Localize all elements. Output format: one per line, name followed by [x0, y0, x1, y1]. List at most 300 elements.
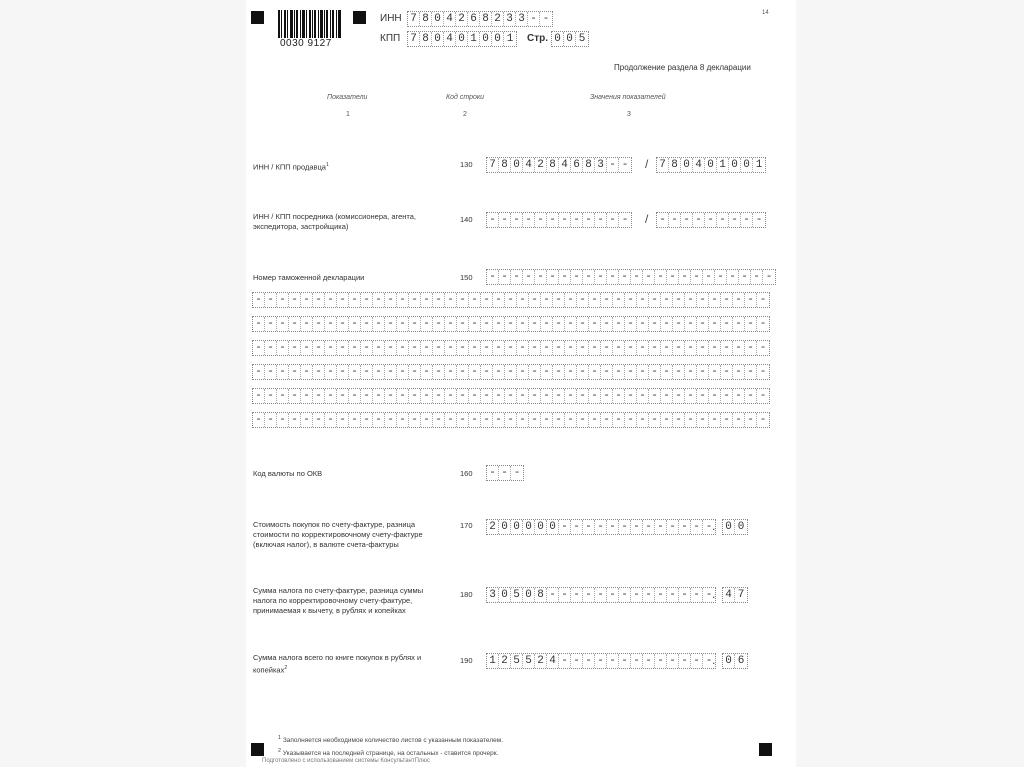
digit-cell: - [397, 341, 409, 355]
row-180-decimal-point: . [712, 587, 716, 601]
column-number-1: 1 [346, 111, 350, 118]
digit-cell: 0 [432, 12, 444, 26]
digit-cell: - [361, 413, 373, 427]
digit-cell: - [277, 389, 289, 403]
digit-cell: - [265, 413, 277, 427]
digit-cell: - [607, 654, 619, 668]
digit-cell: 0 [523, 520, 535, 534]
digit-cell: - [505, 389, 517, 403]
digit-cell: - [481, 413, 493, 427]
digit-cell: - [697, 341, 709, 355]
digit-cell: 2 [456, 12, 468, 26]
corner-marker-bottom-left [251, 743, 264, 756]
digit-cell: - [733, 389, 745, 403]
digit-cell: 0 [511, 520, 523, 534]
customs-line-1 [252, 292, 770, 308]
row-140-inn-cells [486, 212, 632, 228]
digit-cell: - [541, 317, 553, 331]
digit-cell: - [421, 341, 433, 355]
digit-cell: - [349, 341, 361, 355]
digit-cell: - [589, 365, 601, 379]
digit-cell: - [705, 589, 713, 601]
digit-cell: - [265, 317, 277, 331]
digit-cell: - [661, 365, 673, 379]
digit-cell: - [313, 413, 325, 427]
digit-cell: 5 [523, 654, 535, 668]
digit-cell: - [607, 270, 619, 284]
digit-cell: - [505, 341, 517, 355]
row-140-slash: / [645, 212, 649, 226]
digit-cell: - [595, 520, 607, 534]
corner-marker-bottom-right [759, 743, 772, 756]
digit-cell: - [361, 389, 373, 403]
customs-line-0 [486, 269, 776, 285]
digit-cell: - [385, 341, 397, 355]
page-number-cells [551, 31, 589, 47]
digit-cell: - [691, 520, 703, 534]
digit-cell: - [253, 293, 265, 307]
digit-cell: 0 [723, 654, 735, 668]
digit-cell: - [513, 467, 521, 479]
digit-cell: - [759, 342, 767, 354]
row-190-integer-cells [486, 653, 716, 669]
digit-cell: - [685, 293, 697, 307]
digit-cell: - [277, 365, 289, 379]
digit-cell: 2 [535, 158, 547, 172]
digit-cell: - [673, 365, 685, 379]
digit-cell: 0 [737, 521, 745, 533]
digit-cell: - [565, 317, 577, 331]
digit-cell: - [505, 317, 517, 331]
row-130-label: ИНН / КПП продавца$^1$ [253, 162, 329, 172]
digit-cell: - [505, 293, 517, 307]
digit-cell: - [607, 158, 619, 172]
header-kpp-cells [407, 31, 517, 47]
row-130-inn-cells [486, 157, 632, 173]
digit-cell: 0 [723, 520, 735, 534]
digit-cell: - [373, 341, 385, 355]
digit-cell: - [553, 389, 565, 403]
digit-cell: - [301, 389, 313, 403]
digit-cell: 0 [432, 32, 444, 46]
row-160-code: 160 [460, 469, 473, 478]
digit-cell: - [759, 366, 767, 378]
digit-cell: - [457, 341, 469, 355]
row-130-slash: / [645, 157, 649, 171]
digit-cell: - [277, 341, 289, 355]
digit-cell: 8 [547, 158, 559, 172]
digit-cell: - [337, 413, 349, 427]
digit-cell: - [649, 341, 661, 355]
digit-cell: - [733, 293, 745, 307]
digit-cell: 2 [492, 12, 504, 26]
digit-cell: - [625, 389, 637, 403]
digit-cell: - [517, 413, 529, 427]
digit-cell: - [547, 213, 559, 227]
digit-cell: - [595, 588, 607, 602]
footnote-1: $^1$ Заполняется необходимое количество листов с указанным показателем. [278, 735, 503, 745]
digit-cell: 7 [408, 32, 420, 46]
row-190-code: 190 [460, 656, 473, 665]
digit-cell: - [709, 293, 721, 307]
digit-cell: - [613, 293, 625, 307]
digit-cell: - [325, 389, 337, 403]
digit-cell: - [679, 270, 691, 284]
digit-cell: - [691, 270, 703, 284]
header-inn-cells [407, 11, 553, 27]
digit-cell: - [559, 654, 571, 668]
barcode-digits: 0030 9127 [280, 38, 332, 49]
digit-cell: - [625, 365, 637, 379]
digit-cell: - [253, 389, 265, 403]
digit-cell: - [721, 293, 733, 307]
digit-cell: - [613, 413, 625, 427]
digit-cell: - [289, 293, 301, 307]
digit-cell: - [301, 413, 313, 427]
digit-cell: - [481, 365, 493, 379]
customs-line-3 [252, 340, 770, 356]
row-170-decimal-cells [722, 519, 748, 535]
digit-cell: - [601, 293, 613, 307]
digit-cell: - [373, 365, 385, 379]
digit-cell: - [457, 293, 469, 307]
row-190-decimal-point: . [712, 653, 716, 667]
right-margin [796, 0, 1024, 767]
digit-cell: - [577, 317, 589, 331]
digit-cell: - [729, 213, 741, 227]
row-180-integer-cells [486, 587, 716, 603]
digit-cell: 8 [583, 158, 595, 172]
digit-cell: 1 [717, 158, 729, 172]
digit-cell: - [445, 413, 457, 427]
digit-cell: 8 [480, 12, 492, 26]
digit-cell: 0 [480, 32, 492, 46]
digit-cell: 7 [408, 12, 420, 26]
digit-cell: - [577, 293, 589, 307]
digit-cell: - [481, 293, 493, 307]
row-180-decimal-cells [722, 587, 748, 603]
digit-cell: 2 [535, 654, 547, 668]
digit-cell: - [511, 213, 523, 227]
digit-cell: - [673, 293, 685, 307]
digit-cell: - [337, 293, 349, 307]
digit-cell: - [337, 365, 349, 379]
left-margin [0, 0, 246, 767]
digit-cell: 6 [571, 158, 583, 172]
digit-cell: - [553, 341, 565, 355]
digit-cell: - [511, 270, 523, 284]
digit-cell: - [673, 317, 685, 331]
digit-cell: - [421, 413, 433, 427]
digit-cell: - [481, 341, 493, 355]
digit-cell: - [643, 520, 655, 534]
digit-cell: - [697, 317, 709, 331]
digit-cell: - [493, 389, 505, 403]
digit-cell: - [457, 413, 469, 427]
digit-cell: - [529, 293, 541, 307]
digit-cell: 0 [456, 32, 468, 46]
digit-cell: - [755, 214, 763, 226]
digit-cell: - [577, 389, 589, 403]
digit-cell: 3 [595, 158, 607, 172]
customs-line-4 [252, 364, 770, 380]
digit-cell: - [583, 270, 595, 284]
digit-cell: - [361, 293, 373, 307]
digit-cell: - [517, 317, 529, 331]
digit-cell: - [643, 654, 655, 668]
digit-cell: - [673, 389, 685, 403]
digit-cell: - [637, 317, 649, 331]
digit-cell: - [349, 365, 361, 379]
digit-cell: - [661, 341, 673, 355]
digit-cell: - [493, 317, 505, 331]
digit-cell: - [583, 520, 595, 534]
digit-cell: 8 [420, 12, 432, 26]
digit-cell: - [547, 270, 559, 284]
digit-cell: - [625, 293, 637, 307]
digit-cell: - [529, 341, 541, 355]
digit-cell: - [481, 317, 493, 331]
digit-cell: - [553, 413, 565, 427]
digit-cell: 4 [693, 158, 705, 172]
digit-cell: - [457, 365, 469, 379]
digit-cell: - [643, 270, 655, 284]
digit-cell: - [421, 317, 433, 331]
digit-cell: - [373, 413, 385, 427]
digit-cell: - [745, 293, 757, 307]
inn-label: ИНН [380, 13, 402, 24]
digit-cell: - [445, 389, 457, 403]
barcode-image [278, 10, 342, 38]
digit-cell: - [607, 213, 619, 227]
digit-cell: 5 [511, 588, 523, 602]
digit-cell: - [265, 365, 277, 379]
digit-cell: - [715, 270, 727, 284]
digit-cell: - [717, 213, 729, 227]
digit-cell: - [325, 413, 337, 427]
digit-cell: - [385, 317, 397, 331]
customs-line-6 [252, 412, 770, 428]
digit-cell: - [529, 365, 541, 379]
digit-cell: - [619, 520, 631, 534]
digit-cell: - [595, 654, 607, 668]
digit-cell: - [325, 365, 337, 379]
digit-cell: - [661, 389, 673, 403]
digit-cell: 1 [468, 32, 480, 46]
digit-cell: - [553, 317, 565, 331]
digit-cell: 0 [499, 588, 511, 602]
row-130-kpp-cells [656, 157, 766, 173]
digit-cell: - [709, 341, 721, 355]
digit-cell: - [685, 413, 697, 427]
kpp-label: КПП [380, 33, 401, 44]
row-180-label: Сумма налога по счету-фактуре, разница суммы налога по корректировочному счету-фактуре, принимаемая к вычету, в рублях и копейках [253, 586, 424, 615]
digit-cell: - [649, 317, 661, 331]
digit-cell: - [289, 317, 301, 331]
digit-cell: - [589, 317, 601, 331]
digit-cell: - [493, 365, 505, 379]
digit-cell: - [487, 270, 499, 284]
digit-cell: - [547, 588, 559, 602]
digit-cell: - [589, 341, 601, 355]
consultant-plus-note: Подготовлено с использованием системы КонсультантПлюс [262, 758, 430, 764]
digit-cell: 2 [487, 520, 499, 534]
digit-cell: - [661, 317, 673, 331]
digit-cell: - [601, 365, 613, 379]
row-190-decimal-cells [722, 653, 748, 669]
digit-cell: 0 [741, 158, 753, 172]
digit-cell: - [559, 520, 571, 534]
digit-cell: - [529, 389, 541, 403]
digit-cell: - [649, 389, 661, 403]
digit-cell: - [493, 293, 505, 307]
digit-cell: - [421, 389, 433, 403]
digit-cell: 0 [535, 520, 547, 534]
digit-cell: 0 [511, 158, 523, 172]
digit-cell: - [631, 588, 643, 602]
declaration-sheet [246, 0, 796, 767]
digit-cell: - [655, 588, 667, 602]
digit-cell: - [721, 413, 733, 427]
digit-cell: - [469, 365, 481, 379]
column-header-values: Значения показателей [590, 94, 666, 101]
digit-cell: - [571, 270, 583, 284]
digit-cell: - [649, 365, 661, 379]
digit-cell: - [649, 413, 661, 427]
digit-cell: - [349, 293, 361, 307]
digit-cell: - [253, 317, 265, 331]
digit-cell: - [277, 317, 289, 331]
digit-cell: - [469, 389, 481, 403]
digit-cell: - [277, 293, 289, 307]
digit-cell: - [727, 270, 739, 284]
row-170-decimal-point: . [712, 519, 716, 533]
digit-cell: - [619, 588, 631, 602]
digit-cell: - [349, 317, 361, 331]
digit-cell: - [733, 365, 745, 379]
digit-cell: - [565, 341, 577, 355]
digit-cell: - [535, 270, 547, 284]
digit-cell: - [571, 213, 583, 227]
digit-cell: - [709, 413, 721, 427]
digit-cell: - [505, 413, 517, 427]
digit-cell: - [529, 317, 541, 331]
row-170-label: Стоимость покупок по счету-фактуре, разница стоимости по корректировочному счету-фактуре (включая налог), в валюте счета-фактуры [253, 520, 423, 549]
digit-cell: - [745, 341, 757, 355]
digit-cell: 1 [487, 654, 499, 668]
digit-cell: - [469, 293, 481, 307]
digit-cell: - [631, 270, 643, 284]
digit-cell: - [265, 389, 277, 403]
digit-cell: - [745, 413, 757, 427]
digit-cell: - [499, 270, 511, 284]
digit-cell: - [397, 317, 409, 331]
digit-cell: - [681, 213, 693, 227]
digit-cell: - [667, 588, 679, 602]
digit-cell: - [457, 389, 469, 403]
digit-cell: - [253, 413, 265, 427]
digit-cell: - [542, 13, 550, 25]
digit-cell: 3 [487, 588, 499, 602]
digit-cell: - [637, 413, 649, 427]
digit-cell: - [421, 293, 433, 307]
digit-cell: - [765, 271, 773, 283]
digit-cell: - [657, 213, 669, 227]
corner-marker-top-mid [353, 11, 366, 24]
digit-cell: 0 [492, 32, 504, 46]
corner-marker-top-left [251, 11, 264, 24]
digit-cell: - [673, 341, 685, 355]
digit-cell: - [661, 293, 673, 307]
digit-cell: 5 [578, 33, 586, 45]
digit-cell: - [745, 365, 757, 379]
digit-cell: - [733, 341, 745, 355]
digit-cell: - [655, 520, 667, 534]
digit-cell: - [289, 389, 301, 403]
digit-cell: - [697, 365, 709, 379]
digit-cell: - [643, 588, 655, 602]
digit-cell: - [759, 390, 767, 402]
column-header-line-code: Код строки [446, 94, 485, 101]
row-170-integer-cells [486, 519, 716, 535]
digit-cell: - [289, 341, 301, 355]
digit-cell: - [409, 341, 421, 355]
digit-cell: 7 [737, 589, 745, 601]
digit-cell: - [613, 341, 625, 355]
digit-cell: - [523, 270, 535, 284]
digit-cell: 8 [669, 158, 681, 172]
digit-cell: - [349, 413, 361, 427]
digit-cell: - [421, 365, 433, 379]
row-140-label: ИНН / КПП посредника (комиссионера, агента, экспедитора, застройщика) [253, 212, 417, 231]
column-number-2: 2 [463, 111, 467, 118]
digit-cell: - [409, 365, 421, 379]
digit-cell: - [265, 293, 277, 307]
digit-cell: - [265, 341, 277, 355]
digit-cell: - [487, 466, 499, 480]
digit-cell: - [541, 389, 553, 403]
digit-cell: 4 [444, 12, 456, 26]
customs-line-5 [252, 388, 770, 404]
digit-cell: - [493, 341, 505, 355]
digit-cell: - [685, 317, 697, 331]
digit-cell: - [493, 413, 505, 427]
digit-cell: - [631, 654, 643, 668]
digit-cell: 0 [564, 32, 576, 46]
digit-cell: - [397, 413, 409, 427]
digit-cell: - [313, 293, 325, 307]
digit-cell: - [721, 341, 733, 355]
digit-cell: - [705, 521, 713, 533]
digit-cell: - [433, 317, 445, 331]
digit-cell: - [637, 389, 649, 403]
digit-cell: - [433, 413, 445, 427]
digit-cell: - [577, 365, 589, 379]
digit-cell: - [709, 389, 721, 403]
digit-cell: - [337, 389, 349, 403]
digit-cell: - [433, 293, 445, 307]
page-label: Стр. [527, 33, 549, 44]
digit-cell: - [397, 293, 409, 307]
row-180-code: 180 [460, 590, 473, 599]
customs-line-2 [252, 316, 770, 332]
digit-cell: 0 [681, 158, 693, 172]
digit-cell: - [361, 365, 373, 379]
digit-cell: - [655, 654, 667, 668]
digit-cell: - [637, 365, 649, 379]
digit-cell: - [301, 293, 313, 307]
digit-cell: - [745, 389, 757, 403]
